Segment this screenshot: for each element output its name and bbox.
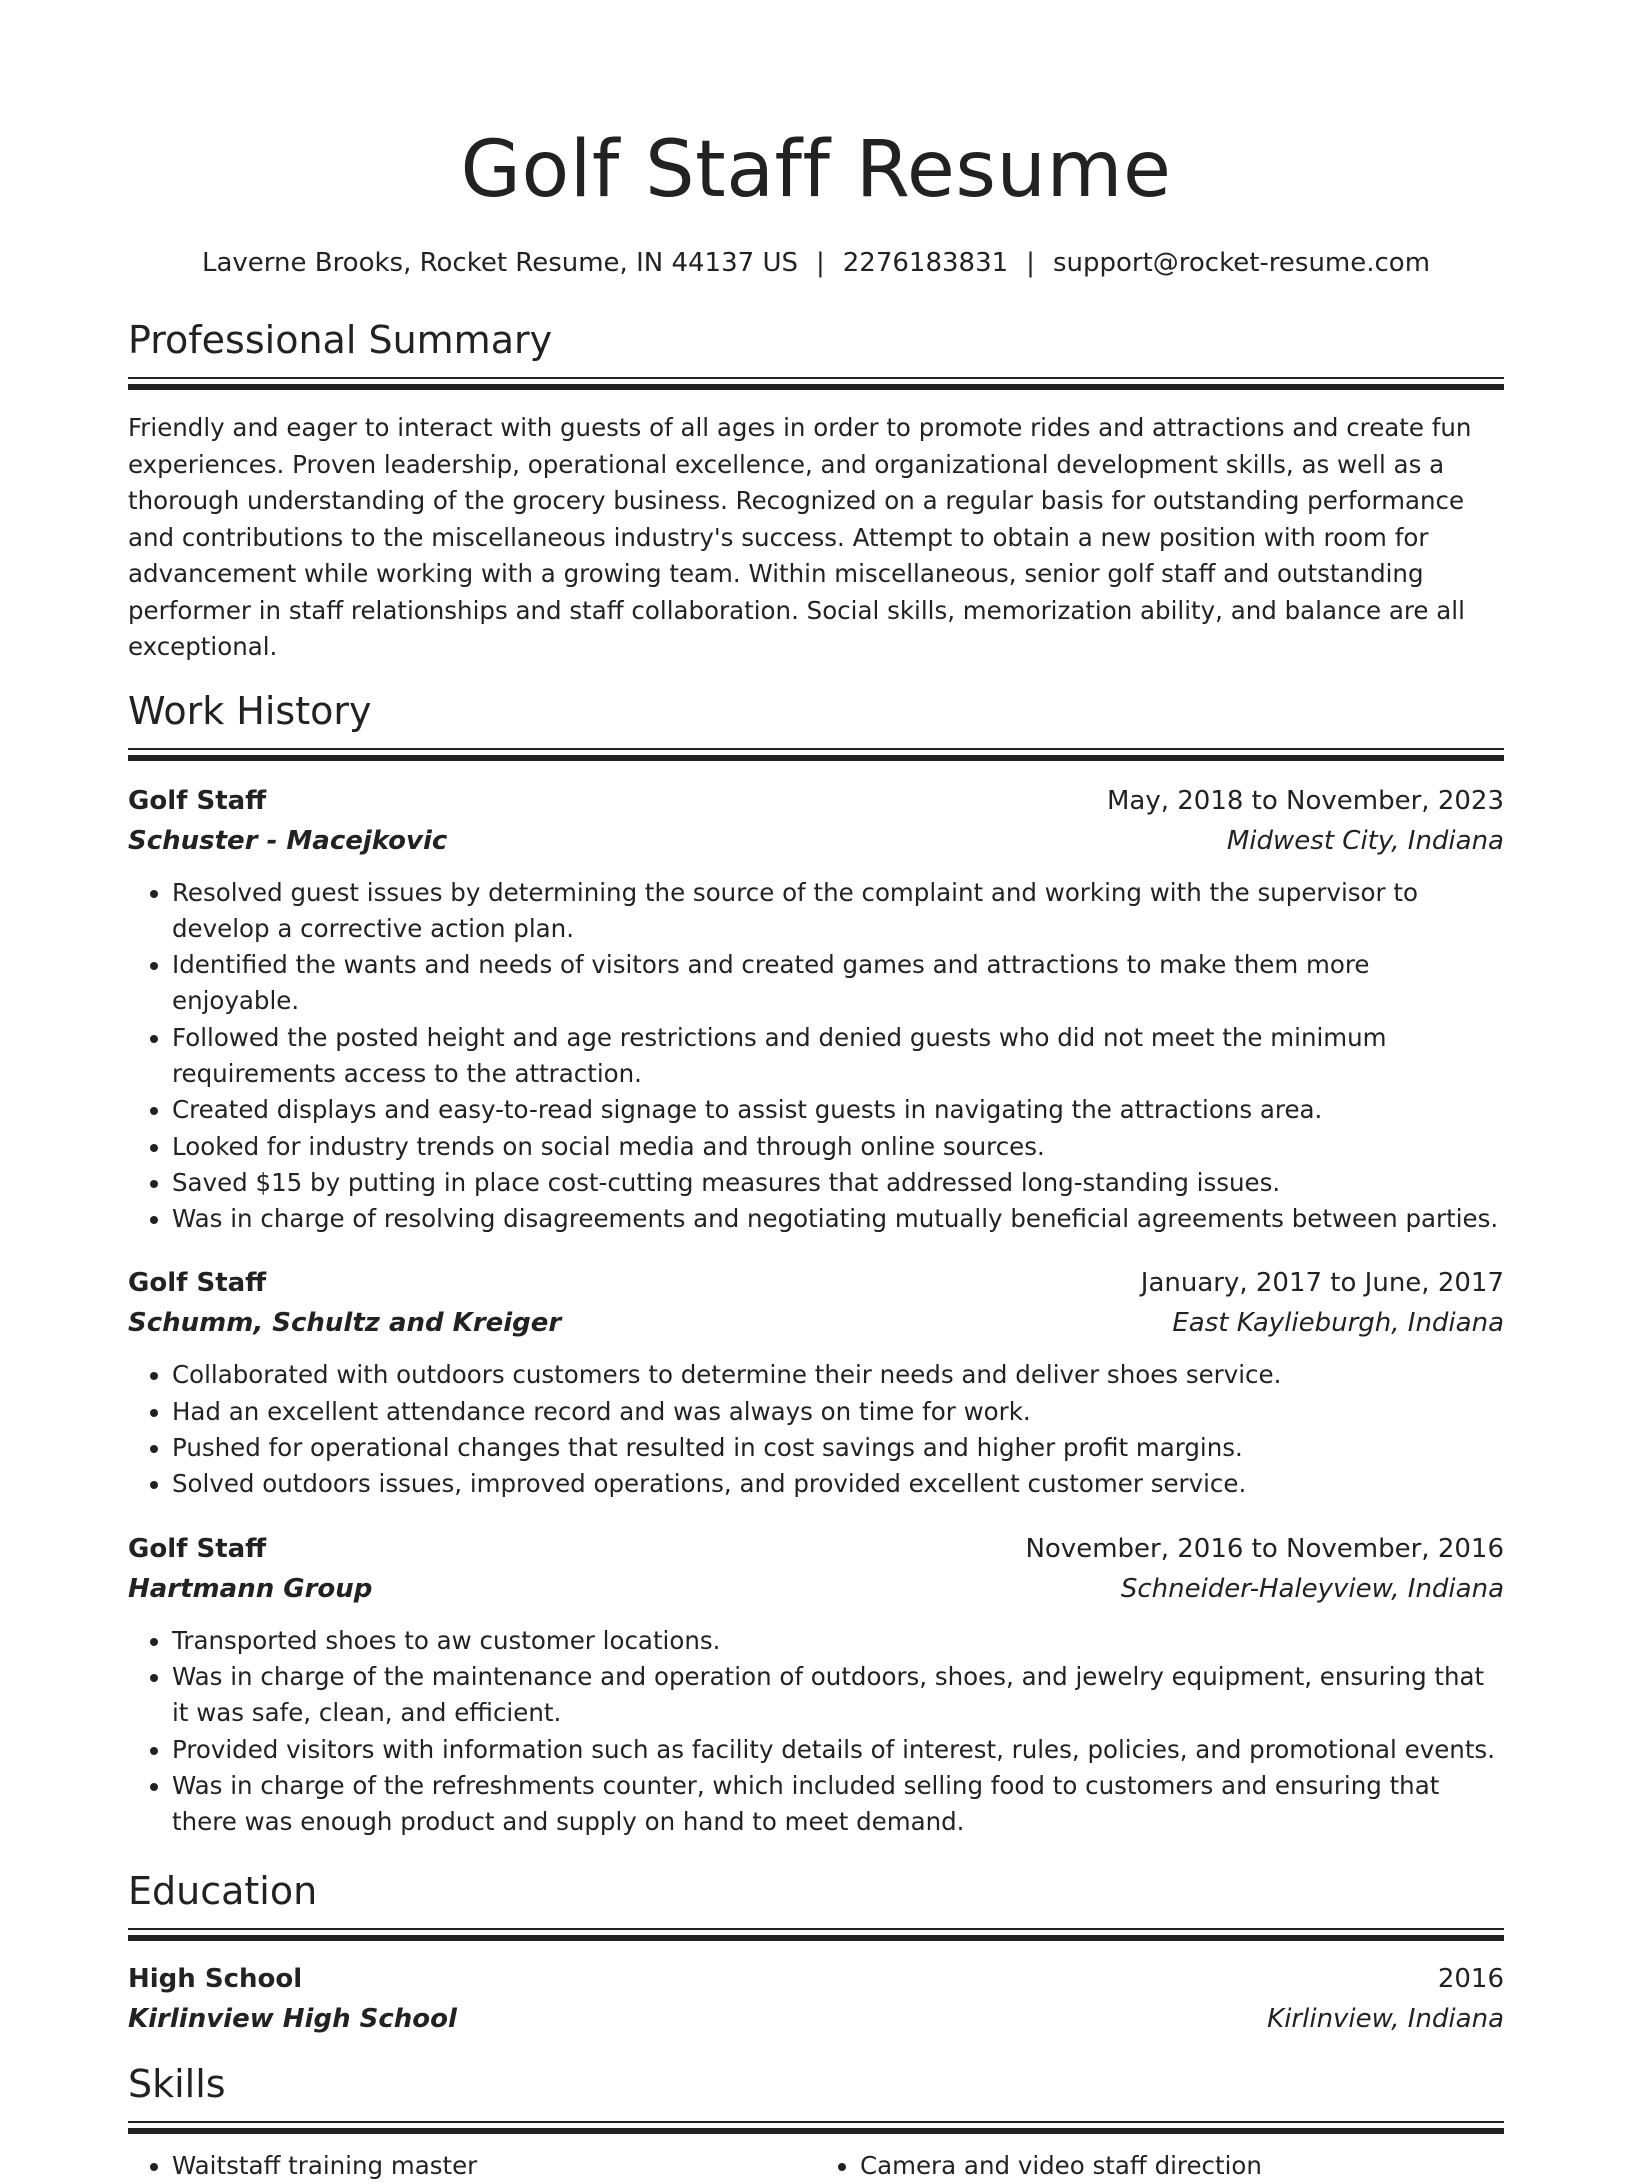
job-bullet: • Created displays and easy-to-read signage to assist guests in navigating the attractions area. [172,1092,1504,1128]
section-divider [128,748,1504,763]
job-bullet-list [128,875,1504,1238]
section-heading-summary: Professional Summary [128,318,553,362]
contact-address: Laverne Brooks, Rocket Resume, IN 44137 US [201,248,798,278]
job-entry [128,781,1504,1238]
job-header [128,1529,1504,1569]
job-bullet: • Was in charge of the maintenance and operation of outdoors, shoes, and jewelry equipment, ensuring that it was safe, clean, and efficient. [172,1659,1504,1732]
job-bullet-list [128,1357,1504,1502]
job-dates: May, 2018 to November, 2023 [1106,785,1504,816]
skills-list-left [128,2148,816,2184]
job-bullet: • Looked for industry trends on social media and through online sources. [172,1129,1504,1165]
job-header [128,781,1504,821]
section-heading-work-history: Work History [128,688,372,733]
education-school: Kirlinview High School [128,2004,457,2035]
job-company: Hartmann Group [128,1573,373,1604]
skill-item: • Waitstaff training master [172,2148,816,2184]
job-bullet: • Resolved guest issues by determining the source of the complaint and working with the supervisor to develop a corrective action plan. [172,875,1504,948]
education-year: 2016 [1437,1964,1504,1995]
education-section [128,1866,1504,2039]
job-company: Schuster - Macejkovic [128,825,448,856]
job-company: Schumm, Schultz and Kreiger [128,1308,562,1339]
job-dates: January, 2017 to June, 2017 [1140,1268,1504,1299]
education-header [128,1959,1504,1999]
job-entry [128,1263,1504,1502]
job-entry [128,1529,1504,1841]
contact-email[interactable]: support@rocket-resume.com [1052,248,1431,278]
job-bullet-list [128,1623,1504,1841]
job-role: Golf Staff [128,1533,267,1564]
job-location: Midwest City, Indiana [1226,825,1504,856]
education-entry [128,1959,1504,2039]
job-role: Golf Staff [128,785,267,816]
skills-section [128,2059,1504,2184]
contact-phone: 2276183831 [842,248,1009,278]
contact-line [128,245,1504,281]
job-bullet: • Solved outdoors issues, improved operations, and provided excellent customer service. [172,1466,1504,1502]
contact-separator: | [1026,248,1035,278]
job-location: Schneider-Haleyview, Indiana [1120,1573,1504,1604]
skills-list-right [816,2148,1504,2184]
summary-text: Friendly and eager to interact with guests of all ages in order to promote rides and attractions and create fun experiences. Proven leadership, operational excellence, and organizational development skills, as well as a thorough understanding of the grocery business. Recognized on a regular basis for outstanding performance and contributions to the miscellaneous industry's success. Attempt to obtain a new position with room for advancement while working with a growing team. Within miscellaneous, senior golf staff and outstanding performer in staff relationships and staff collaboration. Social skills, memorization ability, and balance are all exceptional. [128,413,1472,661]
section-divider [128,377,1504,392]
section-divider [128,1928,1504,1943]
education-location: Kirlinview, Indiana [1267,2004,1504,2035]
job-subheader [128,821,1504,861]
section-heading-education: Education [128,1869,318,1914]
education-subheader [128,1999,1504,2039]
job-dates: November, 2016 to November, 2016 [1025,1533,1504,1564]
job-bullet: • Transported shoes to aw customer locations. [172,1623,1504,1659]
job-bullet: • Pushed for operational changes that resulted in cost savings and higher profit margins. [172,1430,1504,1466]
job-bullet: • Was in charge of resolving disagreements and negotiating mutually beneficial agreements between parties. [172,1201,1504,1237]
job-bullet: • Had an excellent attendance record and was always on time for work. [172,1394,1504,1430]
skill-item: • Camera and video staff direction [860,2148,1504,2184]
job-bullet: • Saved $15 by putting in place cost-cutting measures that addressed long-standing issues. [172,1165,1504,1201]
job-bullet: • Followed the posted height and age restrictions and denied guests who did not meet the minimum requirements access to the attraction. [172,1020,1504,1093]
job-bullet: • Provided visitors with information such as facility details of interest, rules, policies, and promotional events. [172,1732,1504,1768]
work-history-section [128,686,1504,1841]
contact-separator: | [815,248,825,278]
education-degree: High School [128,1964,303,1995]
skills-columns [128,2148,1504,2184]
job-role: Golf Staff [128,1268,267,1299]
job-subheader [128,1569,1504,1609]
job-subheader [128,1303,1504,1343]
job-header [128,1263,1504,1303]
job-bullet: • Was in charge of the refreshments counter, which included selling food to customers and ensuring that there was enough product and supply on hand to meet demand. [172,1768,1504,1841]
resume-title: Golf Staff Resume [460,125,1172,215]
job-location: East Kaylieburgh, Indiana [1172,1308,1504,1339]
section-divider [128,2121,1504,2136]
job-bullet: • Identified the wants and needs of visitors and created games and attractions to make them more enjoyable. [172,947,1504,1020]
job-bullet: • Collaborated with outdoors customers to determine their needs and deliver shoes service. [172,1357,1504,1393]
section-heading-skills: Skills [128,2062,226,2107]
summary-section [128,315,1504,666]
